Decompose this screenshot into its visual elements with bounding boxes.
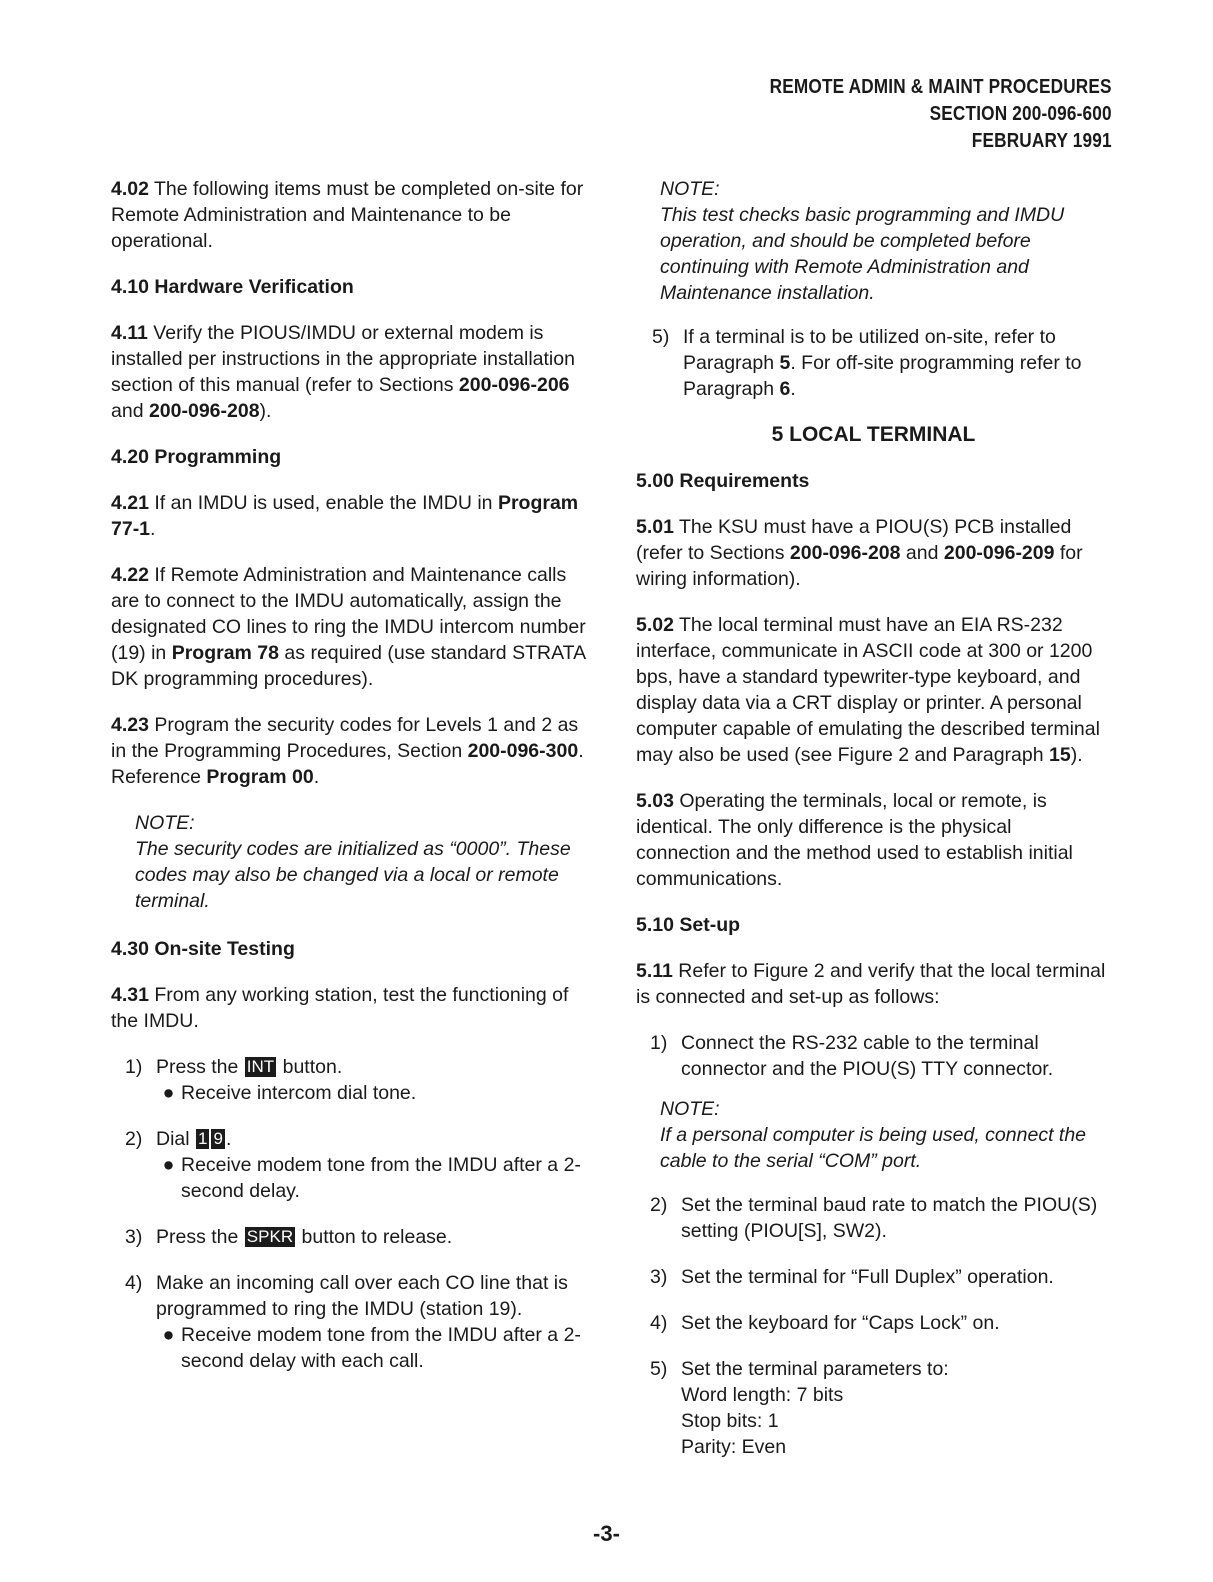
paragraph-4-11: 4.11 Verify the PIOUS/IMDU or external modem is installed per instructions in the appropriate installation section of this manual (refer to Sections 200-096-206 and 200-096-208). bbox=[111, 322, 575, 422]
note-label: NOTE: bbox=[660, 178, 720, 200]
param-parity: Parity: Even bbox=[681, 1436, 787, 1458]
digit-key-1: 1 bbox=[198, 1129, 208, 1148]
paragraph-4-21: 4.21 If an IMDU is used, enable the IMDU in Program 77-1. bbox=[111, 492, 579, 540]
page-number: -3- bbox=[593, 1521, 620, 1546]
test-step-5: 5) If a terminal is to be utilized on-site, refer to Paragraph 5. For off-site programming refer to Paragraph 6. bbox=[652, 326, 1082, 400]
test-step-4: 4) Make an incoming call over each CO line that is programmed to ring the IMDU (station 19). ● Receive modem tone from the IMDU after a 2-second delay with each call. bbox=[125, 1270, 591, 1374]
step-bullet: ● Receive modem tone from the IMDU after a 2-second delay with each call. bbox=[156, 1322, 591, 1374]
step-number: 4) bbox=[650, 1312, 668, 1334]
step-bullet: ● Receive modem tone from the IMDU after a 2-second delay. bbox=[156, 1152, 591, 1204]
note-com-port bbox=[660, 1096, 1111, 1174]
step-number: 1) bbox=[125, 1056, 143, 1078]
step-number: 1) bbox=[650, 1032, 668, 1054]
step-number: 2) bbox=[125, 1128, 143, 1150]
heading-4-20: 4.20 Programming bbox=[111, 446, 282, 468]
setup-step-3: 3) Set the terminal for “Full Duplex” operation. bbox=[650, 1266, 1054, 1288]
note-security-codes bbox=[135, 810, 591, 914]
setup-step-4: 4) Set the keyboard for “Caps Lock” on. bbox=[650, 1312, 1000, 1334]
step-number: 5) bbox=[652, 326, 670, 348]
note-basic-test bbox=[660, 176, 1111, 306]
param-stop-bits: Stop bits: 1 bbox=[681, 1410, 779, 1432]
note-label: NOTE: bbox=[135, 812, 195, 834]
left-column bbox=[111, 176, 591, 1394]
step-number: 2) bbox=[650, 1194, 668, 1216]
note-text: This test checks basic programming and IMDU operation, and should be completed before continuing with Remote Administration and Maintenance installation. bbox=[660, 204, 1065, 304]
setup-step-5: 5) Set the terminal parameters to: Word length: 7 bits Stop bits: 1 Parity: Even bbox=[650, 1356, 1111, 1460]
heading-5-00: 5.00 Requirements bbox=[636, 470, 810, 492]
int-key: INT bbox=[246, 1057, 275, 1076]
note-text: If a personal computer is being used, connect the cable to the serial “COM” port. bbox=[660, 1124, 1087, 1172]
step-number: 5) bbox=[650, 1358, 668, 1380]
heading-5-10: 5.10 Set-up bbox=[636, 914, 741, 936]
setup-step-1: 1) Connect the RS-232 cable to the terminal connector and the PIOU(S) TTY connector. bbox=[650, 1032, 1054, 1080]
digit-key-9: 9 bbox=[213, 1129, 223, 1148]
paragraph-5-02: 5.02 The local terminal must have an EIA RS-232 interface, communicate in ASCII code at 300 or 1200 bps, have a standard typewriter-type keyboard, and display data via a CRT display or printer. A personal computer capable of emulating the described terminal may also be used (see Figure 2 and Paragraph 15). bbox=[636, 614, 1100, 766]
bullet-icon: ● bbox=[162, 1324, 175, 1346]
paragraph-5-11: 5.11 Refer to Figure 2 and verify that the local terminal is connected and set-up as follows: bbox=[636, 960, 1106, 1008]
step-number: 3) bbox=[650, 1266, 668, 1288]
step-bullet: ● Receive intercom dial tone. bbox=[156, 1080, 591, 1106]
test-step-2: 2) Dial 1 9 . ● Receive modem tone from the IMDU after a 2-second delay. bbox=[125, 1126, 591, 1204]
test-step-3: 3) Press the SPKR button to release. bbox=[125, 1226, 453, 1248]
step-number: 4) bbox=[125, 1272, 143, 1294]
heading-4-10: 4.10 Hardware Verification bbox=[111, 276, 354, 298]
param-word-length: Word length: 7 bits bbox=[681, 1384, 844, 1406]
spkr-key: SPKR bbox=[246, 1227, 294, 1246]
header-date: FEBRUARY 1991 bbox=[972, 130, 1112, 152]
paragraph-5-01: 5.01 The KSU must have a PIOU(S) PCB installed (refer to Sections 200-096-208 and 200-096-209 for wiring information). bbox=[636, 516, 1083, 590]
paragraph-4-23: 4.23 Program the security codes for Levels 1 and 2 as in the Programming Procedures, Section 200-096-300. Reference Program 00. bbox=[111, 714, 584, 788]
bullet-icon: ● bbox=[162, 1154, 175, 1176]
header-section: SECTION 200-096-600 bbox=[929, 103, 1112, 125]
paragraph-4-31: 4.31 From any working station, test the functioning of the IMDU. bbox=[111, 984, 569, 1032]
test-step-1: 1) Press the INT button. ● Receive intercom dial tone. bbox=[125, 1054, 591, 1106]
paragraph-4-02: 4.02 The following items must be completed on-site for Remote Administration and Maintenance to be operational. bbox=[111, 178, 584, 252]
header-title: REMOTE ADMIN & MAINT PROCEDURES bbox=[769, 76, 1112, 98]
setup-step-2: 2) Set the terminal baud rate to match the PIOU(S) setting (PIOU[S], SW2). bbox=[650, 1194, 1098, 1242]
paragraph-5-03: 5.03 Operating the terminals, local or remote, is identical. The only difference is the physical connection and the method used to establish initial communications. bbox=[636, 790, 1073, 890]
note-label: NOTE: bbox=[660, 1098, 720, 1120]
note-text: The security codes are initialized as “0000”. These codes may also be changed via a local or remote terminal. bbox=[135, 838, 571, 912]
right-column bbox=[636, 176, 1111, 1480]
bullet-icon: ● bbox=[162, 1082, 175, 1104]
section-title: 5 LOCAL TERMINAL bbox=[771, 423, 976, 446]
heading-4-30: 4.30 On-site Testing bbox=[111, 938, 295, 960]
step-number: 3) bbox=[125, 1226, 143, 1248]
running-header bbox=[770, 74, 1112, 155]
paragraph-4-22: 4.22 If Remote Administration and Maintenance calls are to connect to the IMDU automatically, assign the designated CO lines to ring the IMDU intercom number (19) in Program 78 as required (use standard STRATA DK programming procedures). bbox=[111, 564, 586, 690]
